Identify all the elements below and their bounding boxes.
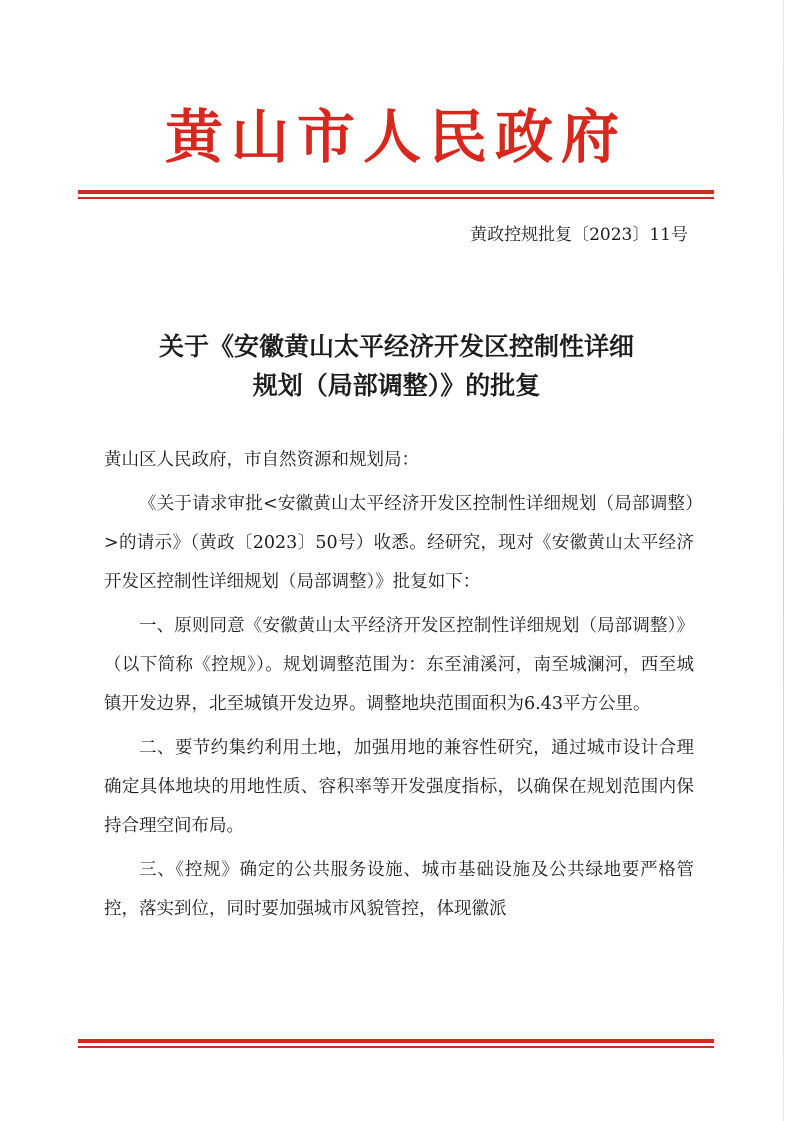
item-paragraph-2: 二、要节约集约利用土地，加强用地的兼容性研究，通过城市设计合理确定具体地块的用地性质、容积率等开发强度指标，以确保在规划范围内保持合理空间布局。	[104, 738, 694, 836]
salutation: 黄山区人民政府，市自然资源和规划局：	[104, 450, 419, 470]
document-number: 黄政控规批复〔2023〕11号	[470, 225, 688, 245]
title-line-2: 规划（局部调整）》的批复	[252, 371, 541, 400]
scan-edge-line	[783, 0, 784, 1121]
document-title	[80, 327, 713, 405]
issuer-masthead: 黄山市人民政府	[164, 103, 627, 171]
item-paragraph-3: 三、《控规》确定的公共服务设施、城市基础设施及公共绿地要严格管控，落实到位，同时要加强城市风貌管控，体现徽派	[104, 860, 694, 919]
document-body	[104, 441, 694, 929]
item-paragraph-1: 一、原则同意《安徽黄山太平经济开发区控制性详细规划（局部调整）》（以下简称《控规》）。规划调整范围为：东至浦溪河，南至城澜河，西至城镇开发边界，北至城镇开发边界。调整地块范围面积为6.43平方公里。	[104, 616, 694, 714]
footer-red-rule	[78, 1039, 714, 1048]
title-line-1: 关于《安徽黄山太平经济开发区控制性详细	[158, 332, 634, 361]
intro-paragraph: 《关于请求审批<安徽黄山太平经济开发区控制性详细规划（局部调整）>的请示》（黄政〔2023〕50号）收悉。经研究，现对《安徽黄山太平经济开发区控制性详细规划（局部调整）》批复如下：	[104, 494, 694, 592]
header-red-rule	[78, 190, 714, 199]
